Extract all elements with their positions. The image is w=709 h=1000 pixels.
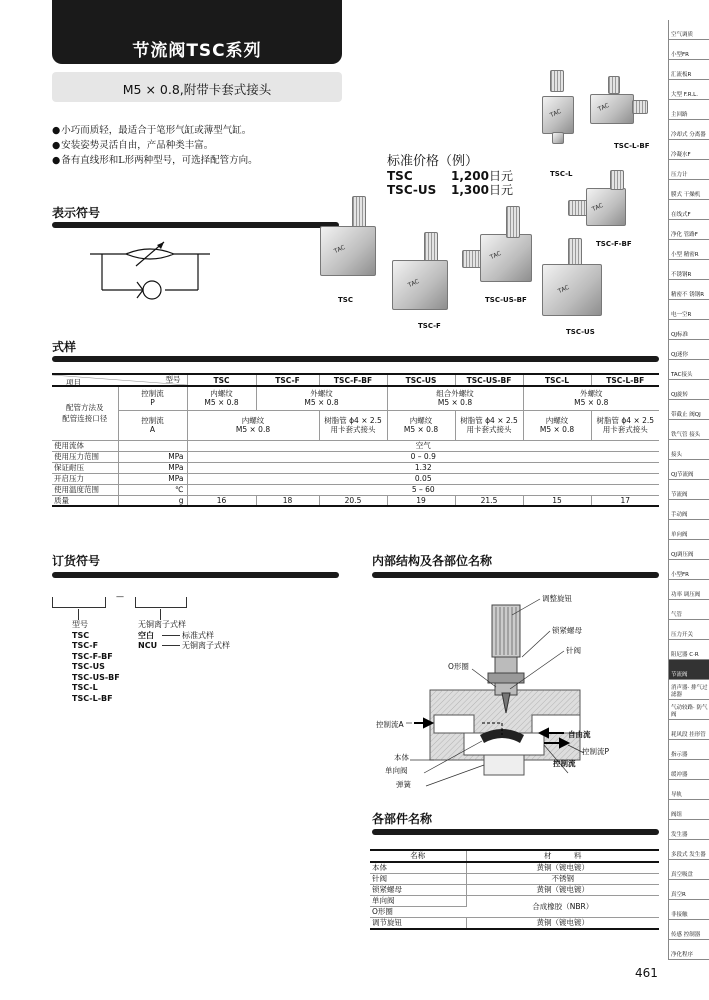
order-section-title: 订货符号	[52, 554, 101, 568]
body-shape	[480, 234, 532, 282]
title-banner	[52, 0, 342, 64]
order-model-item: TSC	[72, 630, 90, 640]
part-name: 单向阀	[370, 896, 466, 907]
price-row	[387, 169, 519, 183]
callout-control-a: 控制流A	[376, 720, 404, 729]
order-suffix-list	[138, 620, 230, 652]
spec-cell-line: M5 × 0.8	[539, 425, 575, 434]
price-value: 1,300	[451, 183, 489, 197]
model-code-box	[52, 597, 106, 608]
subtitle-banner	[52, 72, 342, 102]
side-index-tab[interactable]: 耗风段 挂形管	[669, 720, 709, 740]
spec-cell-line: 树脂管 ϕ4 × 2.5	[324, 416, 382, 425]
spec-row	[52, 462, 659, 473]
parts-table	[370, 849, 659, 930]
side-index-tab[interactable]: 膜式 干燥机	[669, 180, 709, 200]
spec-cell-line: 外螺纹	[310, 389, 333, 399]
part-material: 合成橡胶（NBR）	[466, 896, 659, 918]
spec-row-label: 保证耐压	[52, 462, 118, 473]
spec-row-value: 5 – 60	[187, 484, 659, 495]
spec-cell-line: 树脂管 ϕ4 × 2.5	[596, 416, 655, 425]
side-index-tab[interactable]: 不锈钢R	[669, 260, 709, 280]
spec-cell-line: 内螺纹	[241, 416, 265, 425]
side-index-tab[interactable]: 空气调质	[669, 20, 709, 40]
price-row	[387, 183, 519, 197]
parts-row	[370, 918, 659, 930]
callout-spring: 弹簧	[396, 780, 411, 789]
spec-row-value: 0.05	[187, 473, 659, 484]
spec-row-label: 使用流体	[52, 440, 118, 451]
spec-model-col: TSC	[187, 374, 256, 386]
body-shape	[392, 260, 448, 310]
feature-item: ● 安装姿势灵活自由，产品种类丰富。	[52, 138, 352, 153]
spec-row-mass	[52, 495, 659, 506]
spec-row-value: 0 – 0.9	[187, 451, 659, 462]
product-engraving: TAC	[549, 107, 563, 120]
spec-control-p-label	[118, 386, 187, 410]
spec-row	[52, 451, 659, 462]
spec-cell-line: M5 × 0.8	[403, 425, 439, 434]
callout-adjust-knob: 调整旋钮	[542, 594, 572, 603]
price-unit: 日元	[488, 183, 513, 197]
product-image-tsc-l	[538, 70, 578, 160]
spec-control-label: 控制流	[141, 416, 164, 425]
order-suffix-option	[138, 631, 230, 642]
product-image-tsc-l-bf	[588, 76, 650, 136]
side-index-tab[interactable]: QJ节流阀	[669, 460, 709, 480]
price-table	[387, 169, 519, 197]
spec-mass-value: 20.5	[319, 495, 387, 506]
order-model-item: TSC-US	[72, 662, 105, 671]
parts-row	[370, 896, 659, 907]
spec-cell-line: M5 × 0.8	[574, 398, 609, 408]
side-index-tab[interactable]: 多段式 发生器	[669, 840, 709, 860]
spec-row	[52, 473, 659, 484]
price-model: TSC-US	[387, 183, 437, 197]
part-name: O形圈	[370, 907, 466, 918]
spec-mass-value: 21.5	[455, 495, 523, 506]
part-material: 黄铜（镀电镀）	[466, 862, 659, 874]
spec-row-label: 使用压力范围	[52, 451, 118, 462]
fitting-shape	[632, 100, 648, 114]
part-name: 针阀	[370, 874, 466, 885]
price-unit: 日元	[488, 169, 513, 183]
spec-model-col: TSC-L	[523, 374, 591, 386]
side-index-tab[interactable]: 发生器	[669, 820, 709, 840]
order-model-item: TSC-L	[72, 683, 98, 692]
part-name: 本体	[370, 862, 466, 874]
spec-piping-label	[52, 386, 118, 440]
section-bar	[52, 356, 659, 362]
part-name: 锁紧螺母	[370, 885, 466, 896]
side-index	[668, 20, 709, 960]
side-index-tab[interactable]: 铁气管 接头	[669, 420, 709, 440]
section-bar	[52, 572, 339, 578]
product-image-tsc-us-bf	[462, 206, 536, 288]
side-index-tab[interactable]: 气动较路· 防气阀	[669, 700, 709, 720]
spec-mass-value: 19	[387, 495, 455, 506]
suffix-code: 空白	[138, 630, 154, 640]
order-suffix-heading: 无铜离子式样	[138, 620, 186, 629]
order-suffix-option	[138, 641, 230, 652]
callout-body: 本体	[394, 753, 409, 762]
spec-model-col: TSC-US	[387, 374, 455, 386]
knob-shape	[550, 70, 564, 92]
leader-line	[160, 609, 161, 620]
spec-cell-line: 用卡套式接头	[330, 425, 376, 434]
parts-header-row	[370, 850, 659, 862]
product-engraving: TAC	[407, 277, 421, 290]
side-index-tab[interactable]: TAC接头	[669, 360, 709, 380]
page-title: 节流阀TSC系列	[132, 41, 262, 61]
order-model-heading: 型号	[72, 620, 88, 629]
parts-row	[370, 885, 659, 896]
spec-row-value: 1.32	[187, 462, 659, 473]
side-index-tab[interactable]: 电一空R	[669, 300, 709, 320]
knob-shape	[352, 196, 366, 230]
side-index-tab[interactable]: QJ标准	[669, 320, 709, 340]
section-bar	[372, 829, 659, 835]
callout-control-flow: 控制流	[553, 759, 576, 768]
symbol-section-title: 表示符号	[52, 206, 101, 220]
spec-cell	[387, 410, 455, 440]
side-index-tab[interactable]: QJ调压阀	[669, 540, 709, 560]
spec-row-control-a	[52, 410, 659, 440]
spec-model-col: TSC-US-BF	[455, 374, 523, 386]
spec-cell-line: M5 × 0.8	[304, 398, 339, 408]
callout-free-flow: 自由流	[568, 730, 591, 739]
spec-cell-line: M5 × 0.8	[235, 425, 271, 434]
product-image-tsc-f-bf	[568, 170, 644, 232]
side-index-tab[interactable]: 压力计	[669, 160, 709, 180]
product-engraving: TAC	[597, 101, 611, 114]
product-label: TSC	[338, 296, 353, 304]
spec-row-unit: MPa	[118, 473, 187, 484]
product-image-tsc	[318, 196, 380, 286]
side-index-tab[interactable]: 带截止 阀QJ	[669, 400, 709, 420]
part-material: 黄铜（镀电镀）	[466, 918, 659, 930]
side-index-tab[interactable]: QJ迷你	[669, 340, 709, 360]
side-index-tab[interactable]: 节流阀	[669, 660, 709, 680]
body-shape	[320, 226, 376, 276]
side-index-tab[interactable]: 真空R	[669, 880, 709, 900]
order-model-item: TSC-L-BF	[72, 693, 113, 703]
product-label: TSC-L	[550, 170, 573, 178]
side-index-tab[interactable]: 单向阀	[669, 520, 709, 540]
spec-cell-line: 外螺纹	[580, 389, 603, 399]
side-index-tab[interactable]: 功率 调压阀	[669, 580, 709, 600]
side-index-tab[interactable]: 大型 F.R.L.	[669, 80, 709, 100]
spec-cell-line: 内螺纹	[409, 416, 433, 425]
spec-piping-label-line: 配管方法及	[66, 403, 104, 413]
spec-row	[52, 484, 659, 495]
part-material: 黄铜（镀电镀）	[466, 885, 659, 896]
leader-line	[162, 635, 180, 636]
section-bar	[372, 572, 659, 578]
side-index-tab[interactable]: 接头	[669, 440, 709, 460]
price-heading: 标准价格（例）	[387, 154, 479, 169]
parts-row	[370, 862, 659, 874]
parts-col-name: 名称	[370, 850, 466, 862]
side-index-tab[interactable]: 净化程序	[669, 940, 709, 960]
product-label: TSC-L-BF	[614, 142, 650, 150]
parts-row	[370, 874, 659, 885]
product-engraving: TAC	[591, 201, 605, 214]
feature-list	[52, 123, 352, 168]
feature-item: ● 小巧而质轻，最适合于笔形气缸或薄型气缸。	[52, 123, 352, 138]
knob-shape	[610, 170, 624, 190]
spec-row-unit	[118, 440, 187, 451]
spec-control-a-label	[118, 410, 187, 440]
feature-item: ● 备有直线形和L形两种型号，可选择配管方向。	[52, 153, 352, 168]
suffix-code: NCU	[138, 641, 158, 650]
spec-cell-line: 组合外螺纹	[436, 389, 474, 399]
order-model-item: TSC-F-BF	[72, 651, 113, 661]
spec-cell	[523, 410, 591, 440]
side-index-tab[interactable]: 手动阀	[669, 500, 709, 520]
spec-mass-value: 17	[591, 495, 659, 506]
side-index-tab[interactable]: 阻尼器 C·R	[669, 640, 709, 660]
spec-mass-value: 15	[523, 495, 591, 506]
side-index-tab[interactable]: QJ旋转	[669, 380, 709, 400]
product-label: TSC-US-BF	[485, 296, 527, 304]
callout-control-p: 控制流P	[582, 747, 610, 756]
side-index-tab[interactable]: 消声器· 排气过滤器	[669, 680, 709, 700]
spec-model-col: TSC-L-BF	[591, 374, 659, 386]
spec-piping-label-line: 配管连接口径	[62, 414, 108, 424]
spec-cell	[187, 410, 319, 440]
knob-shape	[608, 76, 620, 94]
price-block	[387, 150, 519, 197]
side-index-tab[interactable]: 在线式F	[669, 200, 709, 220]
structure-diagram	[372, 585, 662, 795]
product-label: TSC-F	[418, 322, 441, 330]
spec-row-unit: MPa	[118, 451, 187, 462]
flow-control-symbol	[90, 232, 210, 308]
spec-row-unit: MPa	[118, 462, 187, 473]
callout-o-ring: O形圈	[448, 662, 469, 671]
spec-cell	[455, 410, 523, 440]
side-index-tab[interactable]: 导轨	[669, 780, 709, 800]
side-index-tab[interactable]: 主回路	[669, 100, 709, 120]
spec-row-control-p	[52, 386, 659, 410]
side-index-tab[interactable]: 冷凝水F	[669, 140, 709, 160]
side-index-tab[interactable]: 非接触	[669, 900, 709, 920]
callout-needle: 针阀	[566, 646, 581, 655]
spec-row-label: 使用温度范围	[52, 484, 118, 495]
spec-model-col: TSC-F-BF	[319, 374, 387, 386]
spec-control-sub: P	[150, 398, 155, 408]
spec-cell-line: 内螺纹	[210, 389, 233, 399]
spec-row	[52, 440, 659, 451]
spec-table	[52, 373, 659, 507]
spec-row-unit: ℃	[118, 484, 187, 495]
spec-mass-value: 16	[187, 495, 256, 506]
spec-row-value: 空气	[187, 440, 659, 451]
side-index-tab[interactable]: 传感 控制器	[669, 920, 709, 940]
spec-mass-value: 18	[256, 495, 319, 506]
order-model-list	[72, 620, 120, 704]
side-index-tab[interactable]: 真空吸盘	[669, 860, 709, 880]
fitting-shape	[552, 132, 564, 144]
suffix-desc: 标准式样	[182, 630, 214, 640]
price-value: 1,200	[451, 169, 489, 183]
side-index-tab[interactable]: 小型 精密R	[669, 240, 709, 260]
spec-model-col: TSC-F	[256, 374, 319, 386]
side-index-tab[interactable]: 气管	[669, 600, 709, 620]
order-model-item: TSC-F	[72, 641, 99, 650]
side-index-tab[interactable]: 精密不 锈钢R	[669, 280, 709, 300]
spec-corner-cell	[52, 374, 187, 386]
spec-header-model: 型号	[165, 375, 181, 384]
product-image-tsc-f	[390, 232, 452, 316]
side-index-tab[interactable]: 压力开关	[669, 620, 709, 640]
product-engraving: TAC	[557, 283, 571, 296]
leader-line	[78, 609, 79, 620]
spec-cell-line: 用卡套式接头	[602, 425, 648, 434]
side-index-tab[interactable]: 净化 管路F	[669, 220, 709, 240]
order-model-item: TSC-US-BF	[72, 672, 120, 682]
spec-cell-line: 用卡套式接头	[466, 425, 512, 434]
part-name: 调节旋钮	[370, 918, 466, 930]
page-subtitle: M5 × 0.8,附带卡套式接头	[122, 82, 272, 97]
spec-row-label: 开启压力	[52, 473, 118, 484]
callout-check-valve: 单向阀	[385, 766, 408, 775]
parts-section-title: 各部件名称	[372, 812, 433, 826]
callout-lock-nut: 锁紧螺母	[552, 626, 582, 635]
price-model: TSC	[387, 169, 413, 183]
side-index-tab[interactable]: 汇流板R	[669, 60, 709, 80]
spec-cell	[256, 386, 387, 410]
suffix-desc: 无铜离子式样	[182, 641, 230, 650]
leader-line	[162, 645, 180, 646]
product-engraving: TAC	[489, 249, 503, 262]
spec-cell-line: M5 × 0.8	[204, 398, 239, 408]
spec-section-title: 式样	[52, 340, 77, 354]
spec-control-label: 控制流	[141, 389, 164, 399]
code-dash: —	[116, 592, 124, 601]
spec-header-item: 项目	[66, 378, 81, 387]
product-engraving: TAC	[333, 243, 347, 256]
side-index-tab[interactable]: 小型FR	[669, 40, 709, 60]
spec-cell-line: 树脂管 ϕ4 × 2.5	[460, 416, 518, 425]
suffix-code-box	[135, 597, 187, 608]
fitting-shape	[568, 200, 588, 216]
spec-row-label: 质量	[52, 495, 118, 506]
body-shape	[542, 264, 602, 316]
side-index-tab[interactable]: 冷却式 分离器	[669, 120, 709, 140]
product-label: TSC-US	[566, 328, 595, 336]
spec-control-sub: A	[149, 425, 156, 434]
spec-cell	[523, 386, 659, 410]
side-index-tab[interactable]: 节流阀	[669, 480, 709, 500]
spec-cell-line: 内螺纹	[545, 416, 569, 425]
side-index-tab[interactable]: 指示器	[669, 740, 709, 760]
side-index-tab[interactable]: 缓冲器	[669, 760, 709, 780]
side-index-tab[interactable]: 小型FR	[669, 560, 709, 580]
spec-cell	[319, 410, 387, 440]
part-material: 不锈钢	[466, 874, 659, 885]
body-shape	[590, 94, 634, 124]
spec-row-unit: g	[118, 495, 187, 506]
side-index-tab[interactable]: 阀组	[669, 800, 709, 820]
section-bar	[52, 222, 339, 228]
spec-header-row	[52, 374, 659, 386]
parts-col-material: 材 料	[466, 850, 659, 862]
structure-section-title: 内部结构及各部位名称	[372, 554, 493, 568]
spec-cell	[591, 410, 659, 440]
spec-cell-line: M5 × 0.8	[437, 398, 473, 408]
product-image-tsc-us	[538, 238, 608, 320]
knob-shape	[506, 206, 520, 238]
page-number: 461	[635, 966, 658, 980]
spec-cell	[387, 386, 523, 410]
product-label: TSC-F-BF	[596, 240, 632, 248]
spec-cell	[187, 386, 256, 410]
